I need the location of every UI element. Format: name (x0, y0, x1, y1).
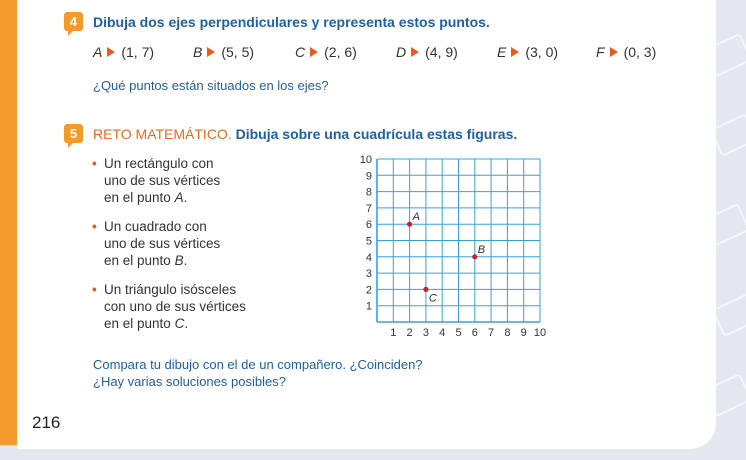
item-point-ref: A (174, 190, 184, 205)
y-tick-label: 5 (365, 235, 372, 248)
point-label: F (596, 44, 605, 60)
exercise-4-instruction: Dibuja dos ejes perpendiculares y representa estos puntos. (93, 14, 490, 30)
x-tick-label: 1 (390, 327, 397, 339)
item-text: en el punto (104, 190, 175, 205)
x-tick-label: 10 (533, 327, 547, 339)
grid-point-b (472, 254, 477, 259)
x-tick-label: 3 (422, 327, 429, 339)
x-tick-label: 7 (488, 327, 495, 339)
item-text: . (183, 253, 188, 268)
item-text: . (184, 316, 189, 331)
figure-list (92, 155, 272, 342)
exercise-5-instruction-text: Dibuja sobre una cuadrícula estas figuras. (235, 126, 518, 142)
grid-point-label: A (412, 211, 420, 224)
decorative-shape (712, 293, 746, 337)
x-tick-label: 5 (455, 327, 462, 339)
point-coords: (2, 6) (324, 44, 357, 60)
y-tick-label: 4 (365, 251, 372, 264)
y-tick-label: 8 (365, 186, 372, 199)
item-line (104, 189, 272, 206)
item-line (104, 252, 272, 269)
point-item (396, 44, 458, 60)
triangle-arrow-icon (411, 47, 419, 57)
reto-label: RETO MATEMÁTICO. (93, 126, 232, 142)
x-tick-label: 8 (504, 327, 511, 339)
exercise-5-question-2: ¿Hay varias soluciones posibles? (93, 374, 286, 389)
point-coords: (1, 7) (121, 44, 155, 60)
point-item (93, 44, 154, 60)
triangle-arrow-icon (610, 47, 618, 57)
grid-point-label: B (477, 243, 486, 256)
point-item (596, 44, 656, 60)
point-coords: (3, 0) (525, 44, 559, 60)
y-tick-label: 10 (359, 154, 372, 166)
item-text: en el punto (104, 253, 175, 268)
point-label: E (497, 44, 507, 60)
point-coords: (5, 5) (221, 44, 255, 60)
point-coords: (4, 9) (425, 44, 458, 60)
item-line: Un triángulo isósceles (104, 282, 237, 297)
list-item (92, 155, 272, 206)
item-line (104, 315, 272, 332)
item-line: uno de sus vértices (104, 236, 221, 251)
triangle-arrow-icon (310, 47, 318, 57)
y-tick-label: 7 (365, 202, 372, 215)
y-tick-label: 9 (365, 170, 372, 183)
list-item (92, 218, 272, 269)
point-item (497, 44, 558, 60)
point-label: D (396, 44, 407, 60)
grid-point-label: C (428, 292, 437, 305)
triangle-arrow-icon (207, 47, 215, 57)
x-tick-label: 4 (439, 327, 446, 339)
grid-point-a (407, 222, 412, 227)
exercise-5-question-1: Compara tu dibujo con el de un compañero. ¿Coinciden? (93, 357, 423, 372)
x-tick-label: 9 (520, 327, 527, 339)
left-margin-bar (0, 0, 17, 460)
point-label: C (295, 44, 306, 60)
item-text: . (183, 190, 188, 205)
bullet-icon: • (92, 219, 97, 234)
exercise-4-badge: 4 (64, 12, 83, 31)
item-line: uno de sus vértices (104, 173, 221, 188)
bullet-icon: • (92, 156, 97, 171)
y-tick-label: 6 (365, 219, 372, 232)
exercise-5-badge: 5 (64, 124, 83, 143)
item-line: Un rectángulo con (104, 156, 214, 171)
y-tick-label: 1 (365, 300, 372, 313)
item-point-ref: C (174, 316, 185, 331)
bullet-icon: • (92, 282, 97, 297)
list-item (92, 281, 272, 332)
y-tick-label: 3 (365, 268, 372, 281)
item-text: en el punto (104, 316, 175, 331)
point-item (193, 44, 254, 60)
point-coords: (0, 3) (623, 44, 657, 60)
x-tick-label: 6 (471, 327, 478, 339)
item-line: con uno de sus vértices (104, 299, 246, 314)
page-number: 216 (32, 413, 61, 432)
exercise-5-instruction (93, 126, 517, 142)
item-point-ref: B (174, 253, 184, 268)
coordinate-grid (354, 150, 554, 342)
grid-point-c (423, 287, 428, 292)
x-tick-label: 2 (406, 327, 413, 339)
point-label: A (93, 44, 103, 60)
point-label: B (193, 44, 203, 60)
exercise-4-question: ¿Qué puntos están situados en los ejes? (93, 78, 329, 93)
y-tick-label: 2 (365, 284, 372, 297)
item-line: Un cuadrado con (104, 219, 207, 234)
point-item (295, 44, 357, 60)
triangle-arrow-icon (511, 47, 519, 57)
triangle-arrow-icon (107, 47, 115, 57)
